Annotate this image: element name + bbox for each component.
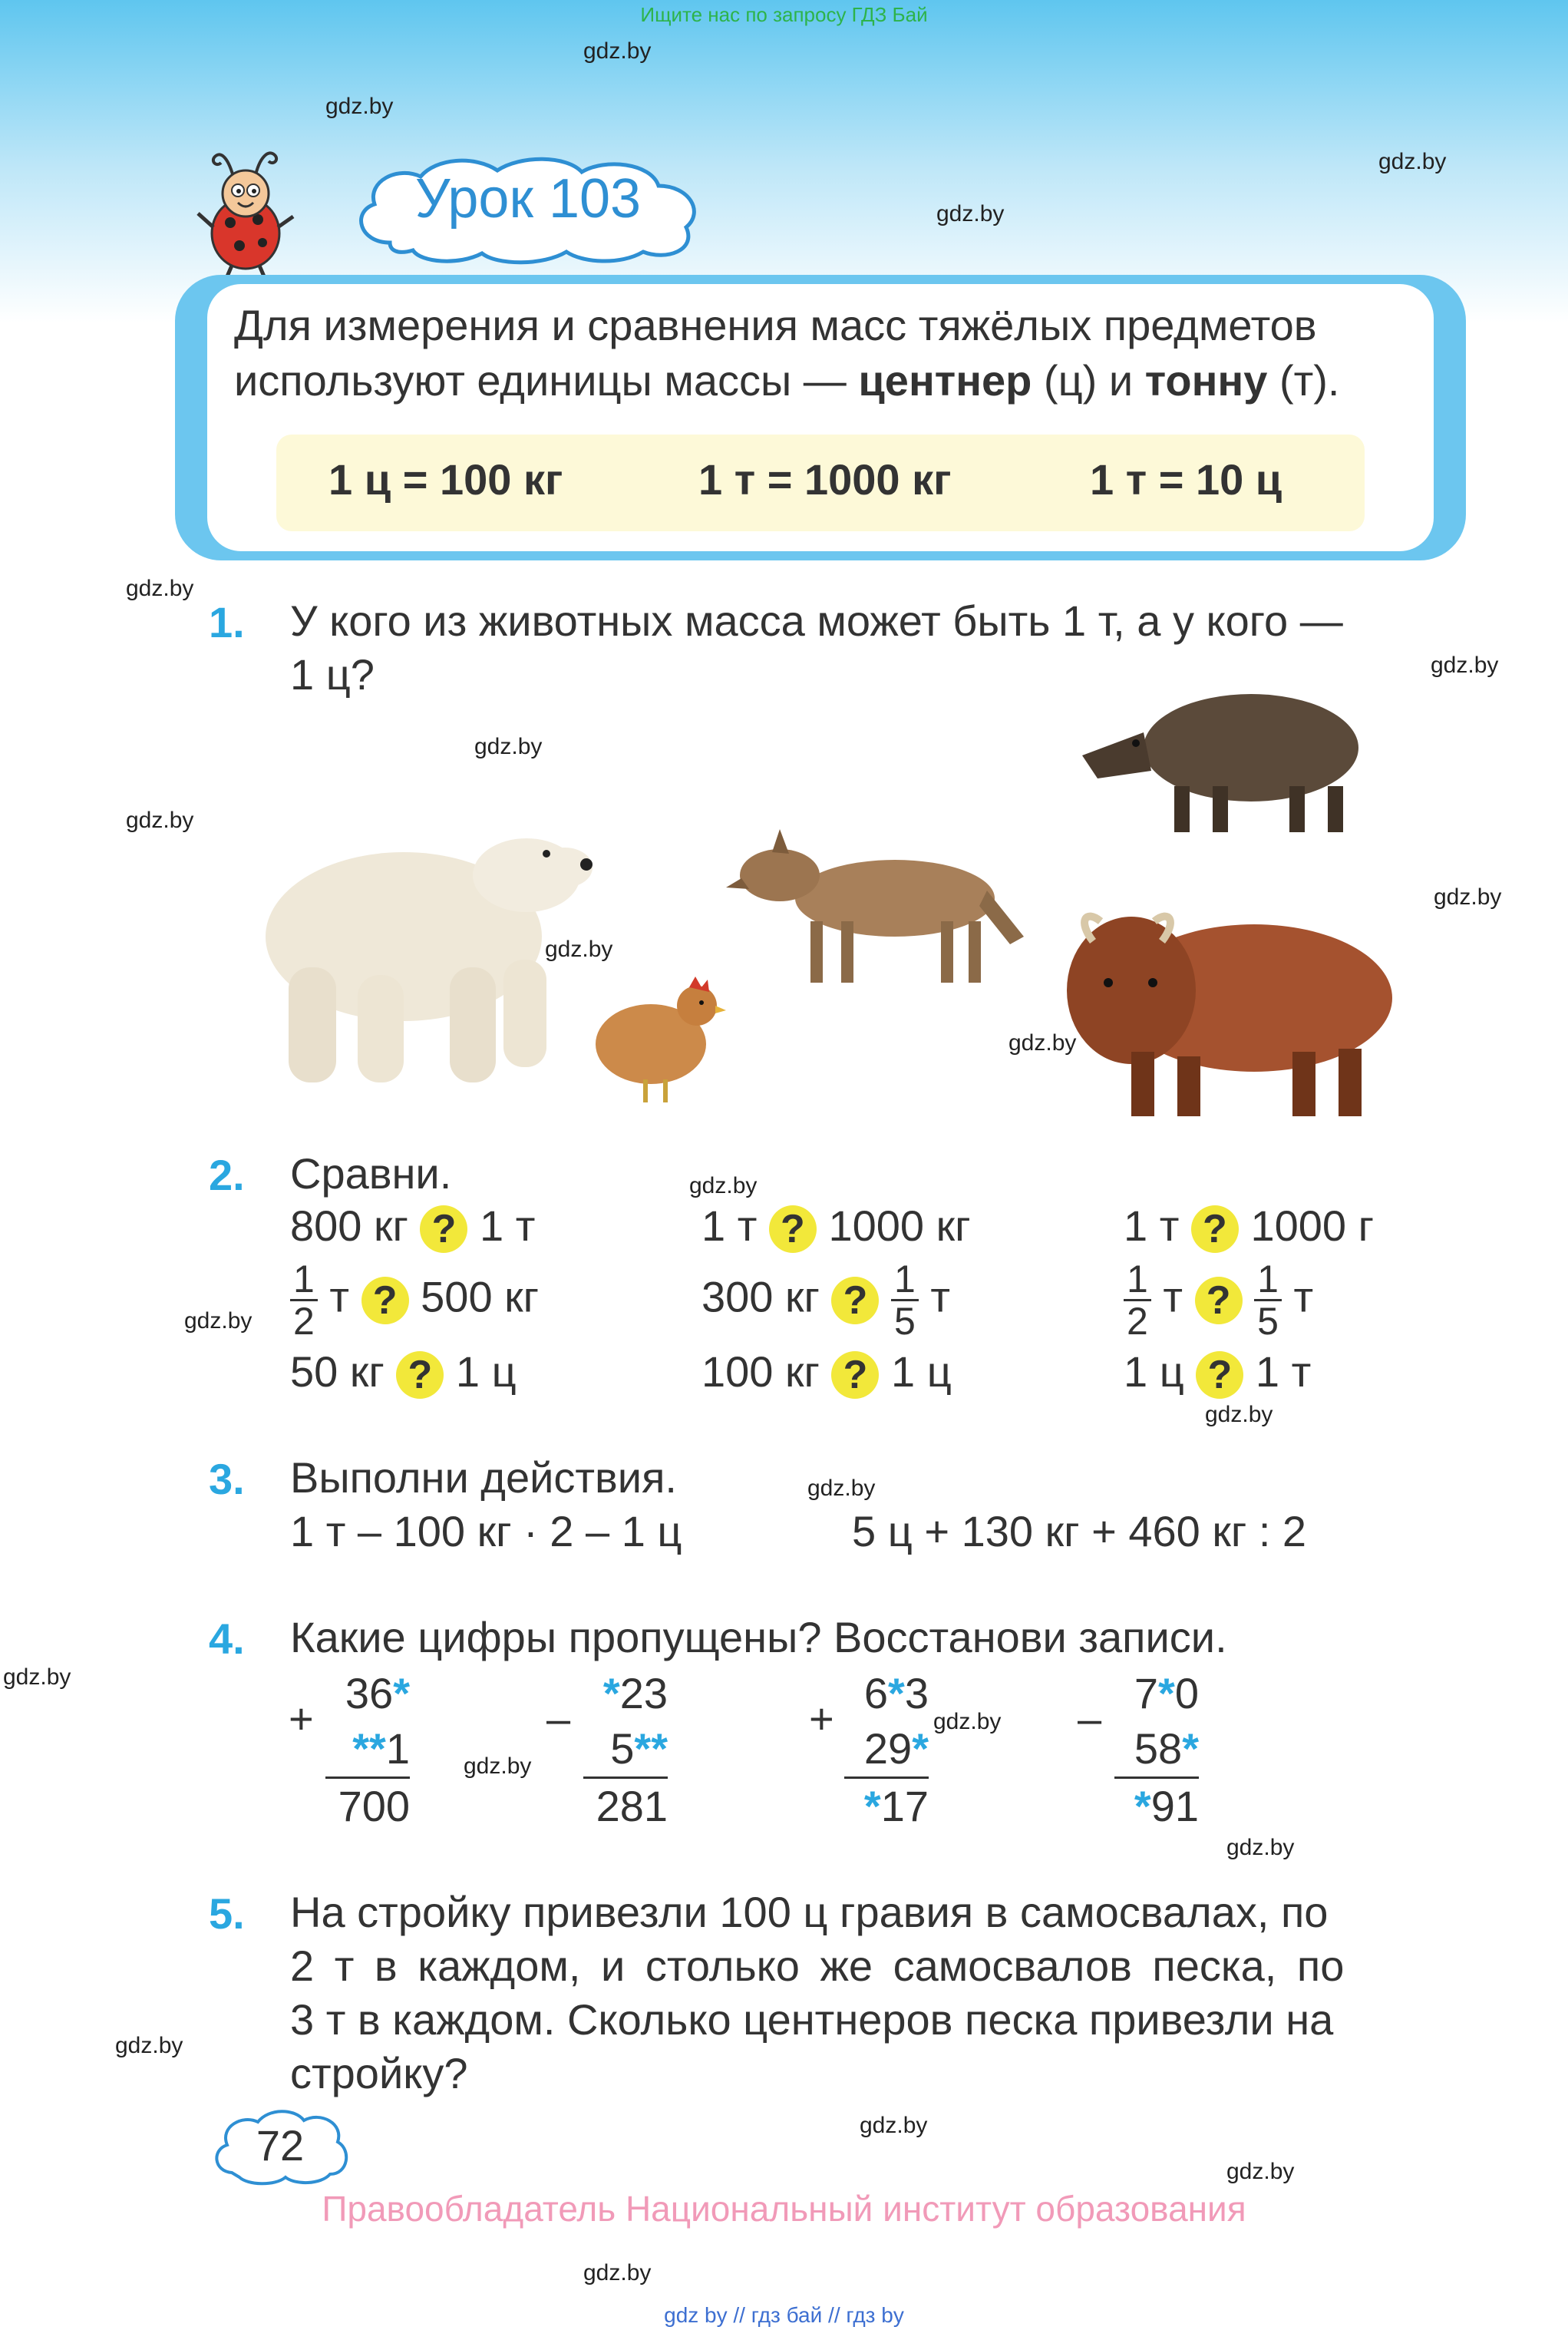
- task5-line3: 3 т в каждом. Сколько центнеров песка привезли на: [290, 1995, 1334, 2044]
- compare-item: 100 кг ? 1 ц: [701, 1347, 952, 1398]
- formula-tonne-centner: 1 т = 10 ц: [1090, 455, 1282, 504]
- watermark: gdz.by: [464, 1753, 532, 1779]
- formula-tonne-kg: 1 т = 1000 кг: [698, 455, 952, 504]
- compare-item: $\frac{1}{2}$ т ? $\frac{1}{5}$ т: [1124, 1259, 1313, 1341]
- bison-image: [1062, 898, 1400, 1121]
- watermark: gdz.by: [1226, 2159, 1295, 2184]
- task-number: 5.: [209, 1889, 245, 1938]
- watermark: gdz.by: [115, 2033, 183, 2058]
- compare-item: $\frac{1}{2}$ т ? 500 кг: [290, 1259, 539, 1341]
- fraction: $\frac{1}{2}$: [1124, 1259, 1151, 1341]
- column-subtraction-2: 7*0 58* *91: [1114, 1666, 1199, 1834]
- watermark: gdz.by: [583, 2260, 652, 2285]
- watermark: gdz.by: [126, 808, 194, 833]
- watermark: gdz.by: [933, 1709, 1002, 1734]
- task3-expression-2: 5 ц + 130 кг + 460 кг : 2: [852, 1507, 1307, 1555]
- formula-centner: 1 ц = 100 кг: [328, 455, 563, 504]
- watermark: gdz.by: [126, 576, 194, 601]
- task2-title: Сравни.: [290, 1149, 452, 1198]
- column-subtraction-1: *23 5** 281: [583, 1666, 668, 1834]
- rule-line-2: используют единицы массы — центнер (ц) и тонну (т).: [234, 356, 1340, 405]
- task5-line2: 2 т в каждом, и столько же самосвалов песка, по: [290, 1942, 1345, 1990]
- compare-item: 1 т ? 1000 кг: [701, 1201, 971, 1252]
- copyright-text: Правообладатель Национальный институт образования: [322, 2189, 1246, 2229]
- question-badge: ?: [831, 1351, 879, 1399]
- question-badge: ?: [1195, 1277, 1243, 1324]
- watermark: gdz.by: [1226, 1835, 1295, 1860]
- hen-image: [589, 975, 728, 1106]
- compare-item: 50 кг ? 1 ц: [290, 1347, 517, 1398]
- minus-sign: –: [1078, 1694, 1102, 1743]
- watermark: gdz.by: [3, 1664, 71, 1690]
- task5-line4: стройку?: [290, 2049, 468, 2097]
- footer-links[interactable]: gdz by // гдз бай // гдз by: [664, 2303, 904, 2327]
- task3-title: Выполни действия.: [290, 1453, 677, 1502]
- compare-item: 1 ц ? 1 т: [1124, 1347, 1312, 1398]
- lesson-title: Урок 103: [414, 168, 642, 230]
- watermark: gdz.by: [807, 1476, 876, 1501]
- term-centner: центнер: [858, 356, 1032, 405]
- question-badge: ?: [769, 1205, 817, 1253]
- question-badge: ?: [831, 1277, 879, 1324]
- question-badge: ?: [1191, 1205, 1239, 1253]
- task1-line1: У кого из животных масса может быть 1 т, а у кого —: [290, 597, 1343, 645]
- watermark: gdz.by: [583, 38, 652, 64]
- watermark: gdz.by: [689, 1173, 758, 1198]
- watermark: gdz.by: [1205, 1402, 1273, 1427]
- watermark: gdz.by: [474, 734, 543, 759]
- question-badge: ?: [420, 1205, 467, 1253]
- fraction: $\frac{1}{2}$: [290, 1259, 318, 1341]
- plus-sign: +: [289, 1694, 314, 1743]
- boar-image: [1082, 663, 1374, 837]
- ladybug-mascot-icon: [192, 143, 299, 278]
- question-badge: ?: [1196, 1351, 1243, 1399]
- watermark: gdz.by: [1434, 884, 1502, 910]
- polar-bear-image: [243, 791, 603, 1098]
- plus-sign: +: [809, 1694, 834, 1743]
- compare-item: 1 т ? 1000 г: [1124, 1201, 1375, 1252]
- watermark: gdz.by: [1008, 1030, 1077, 1056]
- question-badge: ?: [361, 1277, 409, 1324]
- rule-text: [234, 298, 1431, 408]
- column-addition-1: 36* **1 700: [325, 1666, 410, 1834]
- compare-item: 800 кг ? 1 т: [290, 1201, 536, 1252]
- task-number: 4.: [209, 1615, 245, 1663]
- watermark: gdz.by: [1431, 653, 1499, 678]
- fraction: $\frac{1}{5}$: [1254, 1259, 1282, 1341]
- task-number: 3.: [209, 1455, 245, 1503]
- term-tonne: тонну: [1144, 356, 1268, 405]
- top-banner: Ищите нас по запросу ГДЗ Бай: [640, 3, 928, 26]
- compare-item: 300 кг ? $\frac{1}{5}$ т: [701, 1258, 951, 1343]
- task5-line1: На стройку привезли 100 ц гравия в самосвалах, по: [290, 1888, 1329, 1936]
- task-number: 2.: [209, 1151, 245, 1199]
- task1-line2: 1 ц?: [290, 650, 375, 699]
- watermark: gdz.by: [860, 2113, 928, 2138]
- task4-title: Какие цифры пропущены? Восстанови записи.: [290, 1613, 1227, 1661]
- watermark: gdz.by: [936, 201, 1005, 226]
- task3-expression-1: 1 т – 100 кг · 2 – 1 ц: [290, 1507, 682, 1555]
- fraction: $\frac{1}{5}$: [891, 1259, 919, 1341]
- minus-sign: –: [546, 1694, 571, 1743]
- wolf-image: [726, 814, 1025, 990]
- page-number: 72: [256, 2121, 305, 2170]
- watermark: gdz.by: [325, 94, 394, 119]
- watermark: gdz.by: [545, 937, 613, 962]
- column-addition-2: 6*3 29* *17: [844, 1666, 929, 1834]
- watermark: gdz.by: [184, 1308, 253, 1334]
- rule-line-1: Для измерения и сравнения масс тяжёлых предметов: [234, 301, 1317, 349]
- watermark: gdz.by: [1378, 149, 1447, 174]
- question-badge: ?: [396, 1351, 444, 1399]
- task-number: 1.: [209, 598, 245, 646]
